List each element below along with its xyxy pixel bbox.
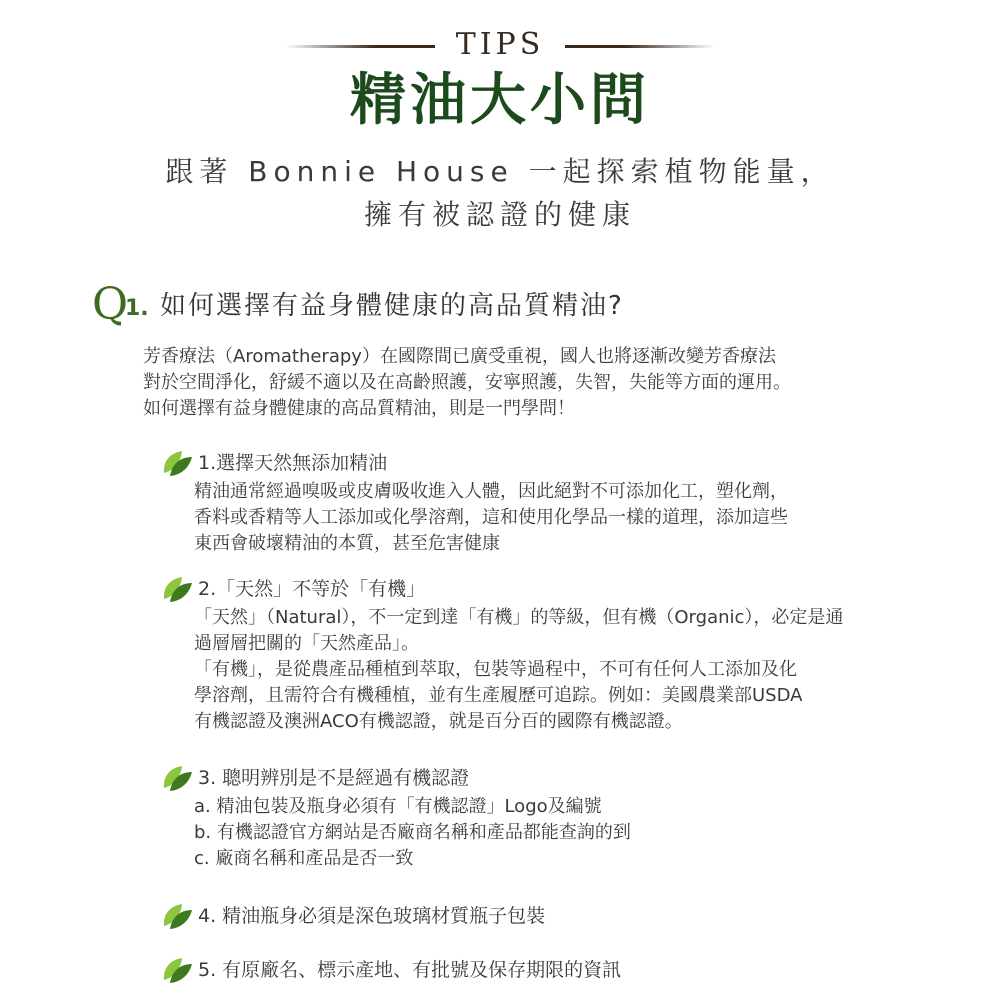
intro-paragraph (143, 344, 903, 422)
subtitle-line-1: 跟著 Bonnie House 一起探索植物能量， (165, 155, 835, 188)
question-text: 如何選擇有益身體健康的高品質精油? (160, 291, 624, 321)
tip-item-line: 東西會破壞精油的本質，甚至危害健康 (194, 533, 500, 554)
tip-item-line: 「天然」（Natural），不一定到達「有機」的等級，但有機（Organic），必定是通 (194, 607, 844, 628)
tip-item-line: 學溶劑，且需符合有機種植，並有生產履歷可追踪。例如：美國農業部USDA (194, 685, 803, 706)
tip-item-title: 2.「天然」不等於「有機」 (198, 578, 426, 600)
subtitle-line-2: 擁有被認證的健康 (363, 198, 636, 231)
page-title: 精油大小問 (350, 68, 650, 133)
intro-line: 如何選擇有益身體健康的高品質精油，則是一門學問！ (143, 398, 575, 419)
tip-item-line: 「有機」，是從農產品種植到萃取，包裝等過程中，不可有任何人工添加及化 (194, 659, 797, 680)
tip-item-line: 過層層把關的「天然產品」。 (194, 633, 419, 654)
intro-line: 對於空間淨化，舒緩不適以及在高齡照護，安寧照護，失智，失能等方面的運用。 (143, 372, 791, 393)
tip-item-line: 精油通常經過嗅吸或皮膚吸收進入人體，因此絕對不可添加化工，塑化劑， (194, 481, 788, 502)
tip-item-line: b. 有機認證官方網站是否廠商名稱和產品都能查詢的到 (194, 822, 631, 843)
tip-item-2 (160, 573, 920, 735)
tip-item-3 (160, 762, 920, 872)
tip-item-line: 有機認證及澳洲ACO有機認證，就是百分百的國際有機認證。 (194, 711, 683, 732)
tips-label: TIPS (455, 27, 545, 62)
tip-item-title: 5. 有原廠名、標示產地、有批號及保存期限的資訊 (198, 959, 622, 981)
tip-item-title: 1.選擇天然無添加精油 (198, 452, 388, 474)
leaf-icon (160, 762, 194, 794)
intro-line: 芳香療法（Aromatherapy）在國際間已廣受重視，國人也將逐漸改變芳香療法 (143, 346, 776, 367)
question-number: 1. (125, 296, 149, 321)
tip-item-line: c. 廠商名稱和產品是否一致 (194, 848, 414, 869)
question-mark-letter: Q (92, 279, 129, 330)
tip-item-line: a. 精油包裝及瓶身必須有「有機認證」Logo及編號 (194, 796, 602, 817)
question-heading (92, 280, 952, 330)
leaf-icon (160, 573, 194, 605)
leaf-icon (160, 447, 194, 479)
tip-item-1 (160, 447, 920, 557)
tips-header (0, 28, 1000, 62)
tip-item-line: 香料或香精等人工添加或化學溶劑，這和使用化學品一樣的道理，添加這些 (194, 507, 788, 528)
tip-item-title: 3. 聰明辨別是不是經過有機認證 (198, 767, 470, 789)
tip-item-4 (160, 900, 920, 932)
tip-item-5 (160, 954, 920, 986)
leaf-icon (160, 900, 194, 932)
leaf-icon (160, 954, 194, 986)
tips-divider-right (565, 45, 715, 48)
tip-item-title: 4. 精油瓶身必須是深色玻璃材質瓶子包裝 (198, 905, 546, 927)
